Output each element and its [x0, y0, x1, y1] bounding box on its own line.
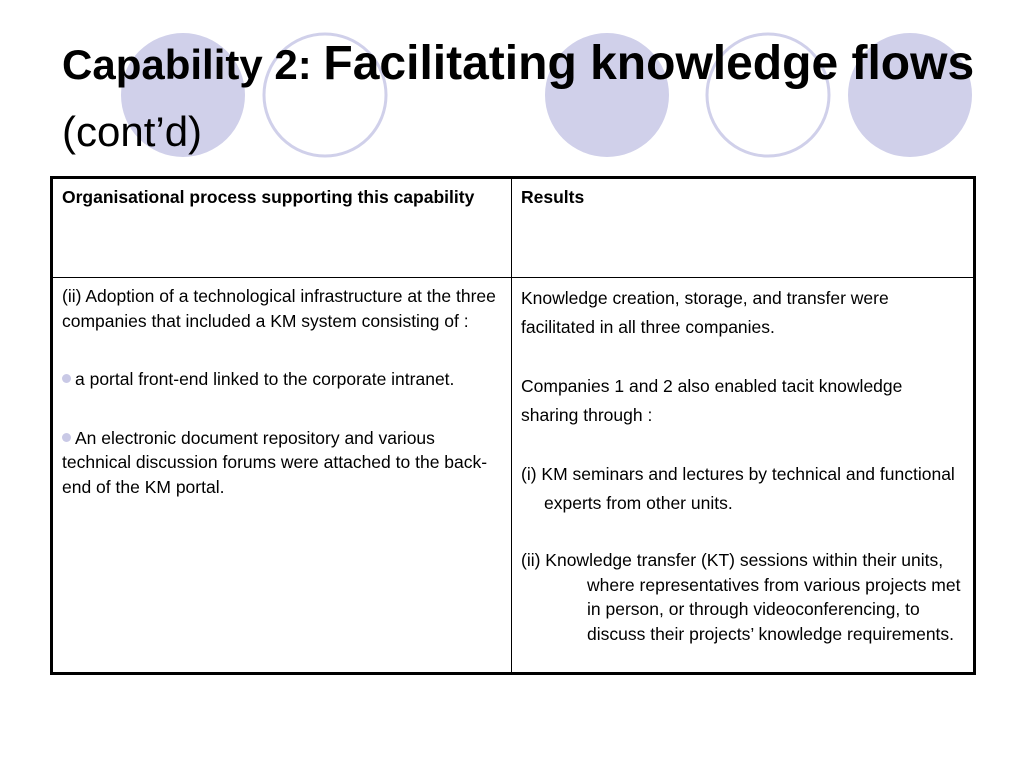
title-part-2: Facilitating knowledge flows — [323, 37, 975, 90]
header-results: Results — [512, 178, 975, 278]
process-intro: (ii) Adoption of a technological infrastructure at the three companies that included a KM system consisting of : — [62, 286, 496, 331]
results-paragraph-3: (i) KM seminars and lectures by technical and functional experts from other units. — [521, 464, 955, 513]
title-part-1: Capability 2: — [62, 41, 324, 88]
table-row — [52, 278, 975, 674]
process-bullet-2 — [62, 426, 502, 500]
results-paragraph-2: Companies 1 and 2 also enabled tacit knowledge sharing through : — [521, 376, 903, 425]
process-bullet-1-text: a portal front-end linked to the corporate intranet. — [75, 369, 455, 389]
bullet-icon — [62, 374, 71, 383]
process-bullet-1 — [62, 367, 502, 392]
slide-title — [62, 32, 982, 167]
results-paragraph-1: Knowledge creation, storage, and transfer were facilitated in all three companies. — [521, 288, 889, 337]
capability-table — [50, 176, 976, 675]
title-part-3: (cont’d) — [62, 108, 203, 155]
table-header-row — [52, 178, 975, 278]
header-process: Organisational process supporting this capability — [52, 178, 512, 278]
process-cell — [52, 278, 512, 674]
results-paragraph-4: (ii) Knowledge transfer (KT) sessions within their units, where representatives from various projects met in person, or through videoconferencing, to discuss their projects’ knowledge requirements. — [521, 550, 961, 644]
process-bullet-2-text: An electronic document repository and various technical discussion forums were attached to the back-end of the KM portal. — [62, 427, 488, 497]
results-cell — [512, 278, 975, 674]
bullet-icon — [62, 433, 71, 442]
